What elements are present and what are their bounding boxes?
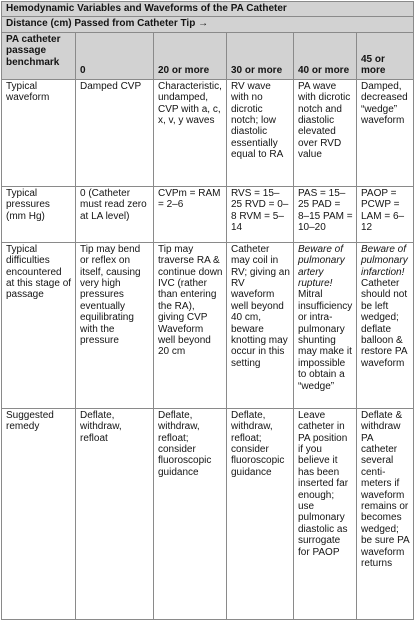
cell-remedy-20: Deflate, withdraw, refloat; consider fluoroscopic guidance: [154, 408, 227, 619]
table-row-pressures: [2, 186, 414, 242]
table-row-remedy: [2, 408, 414, 619]
cell-pressures-40: PAS = 15–25 PAD = 8–15 PAM = 10–20: [294, 186, 357, 242]
column-header-20cm: 20 or more: [154, 32, 227, 79]
column-header-0cm: 0: [76, 32, 154, 79]
cell-waveform-40: PA wave with dicrotic notch and diastolic elevated over RVD value: [294, 79, 357, 186]
column-header-40cm: 40 or more: [294, 32, 357, 79]
cell-difficulties-40: [294, 242, 357, 408]
row-label-remedy: Suggested remedy: [2, 408, 76, 619]
cell-pressures-0: 0 (Catheter must read zero at LA level): [76, 186, 154, 242]
cell-difficulties-30: Catheter may coil in RV; giving an RV waveform well beyond 40 cm, beware knotting may occur in this setting: [227, 242, 294, 408]
cell-pressures-30: RVS = 15–25 RVD = 0–8 RVM = 5–14: [227, 186, 294, 242]
cell-pressures-20: CVPm = RAM = 2–6: [154, 186, 227, 242]
pa-catheter-table: [1, 1, 414, 620]
column-header-30cm: 30 or more: [227, 32, 294, 79]
row-label-difficulties: Typical difficulties encountered at this stage of passage: [2, 242, 76, 408]
cell-remedy-45: Deflate & withdraw PA catheter several centi-meters if waveform remains or becomes wedged; be sure PA waveform returns: [357, 408, 414, 619]
cell-pressures-45: PAOP = PCWP = LAM = 6–12: [357, 186, 414, 242]
cell-remedy-30: Deflate, withdraw, refloat; consider fluoroscopic guidance: [227, 408, 294, 619]
table-row-difficulties: [2, 242, 414, 408]
column-header-45cm: 45 or more: [357, 32, 414, 79]
table-row-waveform: [2, 79, 414, 186]
warning-artery-rupture: Beware of pulmonary artery rupture!: [298, 243, 345, 290]
distance-header: Distance (cm) Passed from Catheter Tip →: [2, 17, 414, 32]
row-label-waveform: Typical waveform: [2, 79, 76, 186]
cell-difficulties-45: [357, 242, 414, 408]
cell-waveform-30: RV wave with no dicrotic notch; low diastolic essentially equal to RA: [227, 79, 294, 186]
cell-remedy-0: Deflate, withdraw, refloat: [76, 408, 154, 619]
cell-difficulties-20: Tip may traverse RA & continue down IVC (rather than entering the RA), giving CVP Waveform well beyond 20 cm: [154, 242, 227, 408]
table-title: Hemodynamic Variables and Waveforms of the PA Catheter: [2, 2, 414, 17]
benchmark-header: PA catheter passage benchmark: [2, 32, 76, 79]
cell-waveform-20: Characteristic, undamped, CVP with a, c, x, v, y waves: [154, 79, 227, 186]
cell-remedy-40: Leave catheter in PA position if you believe it has been inserted far enough; use pulmonary diastolic as surrogate for PAOP: [294, 408, 357, 619]
document-page: [1, 1, 413, 610]
cell-difficulties-0: Tip may bend or reflex on itself, causing very high pressures eventually equilibrating with the pressure: [76, 242, 154, 408]
cell-waveform-45: Damped, decreased “wedge” waveform: [357, 79, 414, 186]
cell-waveform-0: Damped CVP: [76, 79, 154, 186]
difficulty-45-text: Catheter should not be left wedged; deflate balloon & restore PA waveform: [361, 278, 408, 369]
warning-pulmonary-infarction: Beware of pulmonary infarction!: [361, 243, 408, 278]
difficulty-40-text: Mitral insufficiency or intra-pulmonary shunting may make it impossible to obtain a “wedge”: [298, 289, 353, 392]
row-label-pressures: Typical pressures (mm Hg): [2, 186, 76, 242]
